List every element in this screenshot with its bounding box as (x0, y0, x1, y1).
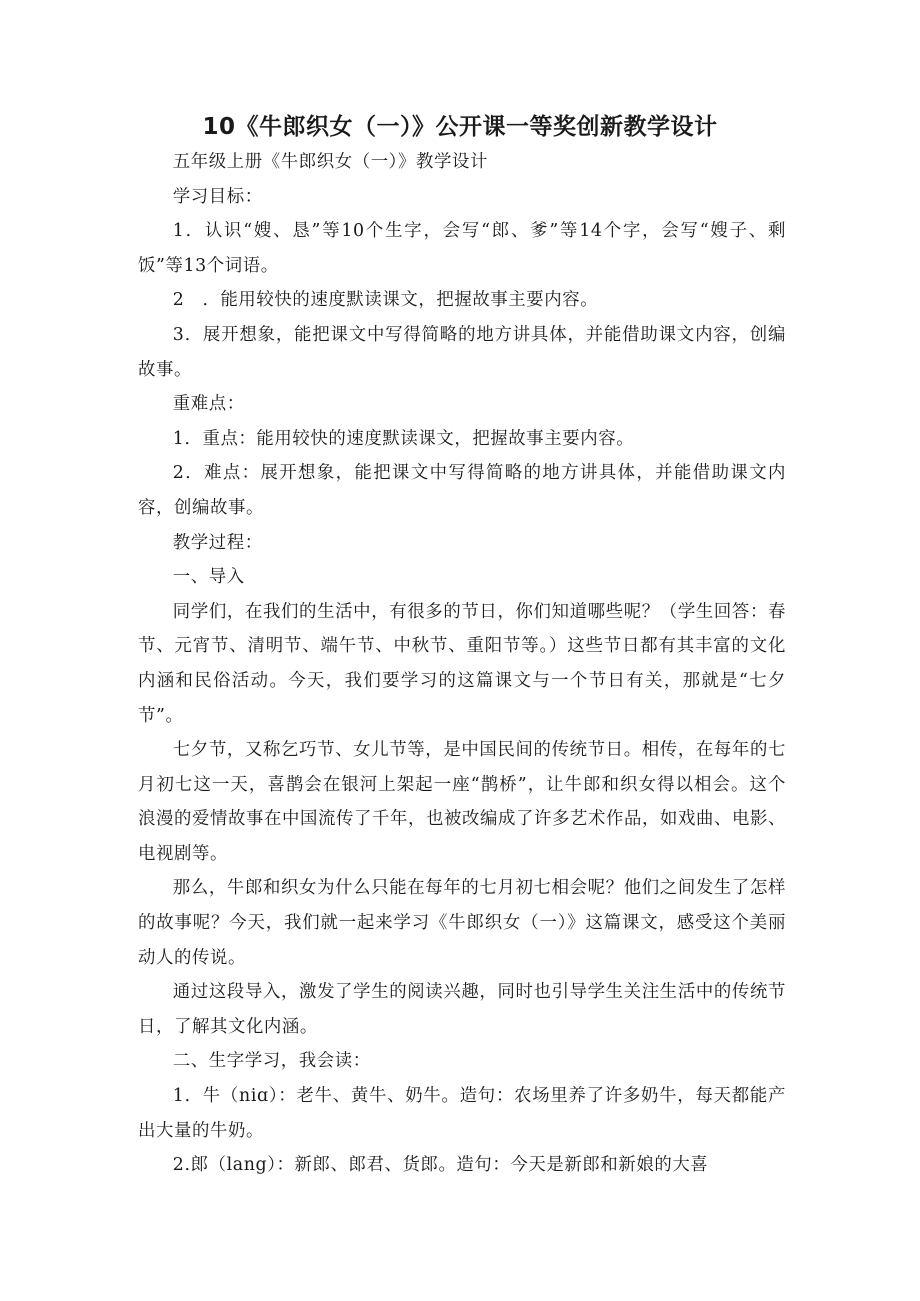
paragraph-intro-3: 那么，牛郎和织女为什么只能在每年的七月初七相会呢？他们之间发生了怎样的故事呢？今天，我们就一起来学习《牛郎织女（一）》这篇课文，感受这个美丽动人的传说。 (138, 878, 786, 968)
paragraph-intro-4: 通过这段导入，激发了学生的阅读兴趣，同时也引导学生关注生活中的传统节日，了解其文化内涵。 (138, 982, 786, 1037)
paragraph-objective-2: 2 ．能用较快的速度默读课文，把握故事主要内容。 (172, 290, 599, 311)
paragraph-objective-3: 3．展开想象，能把课文中写得简略的地方讲具体，并能借助课文内容，创编故事。 (138, 324, 786, 380)
paragraph-objectives-heading: 学习目标： (172, 186, 263, 207)
paragraph-intro-2: 七夕节，又称乞巧节、女儿节等，是中国民间的传统节日。相传，在每年的七月初七这一天，喜鹊会在银河上架起一座“鹊桥”，让牛郎和织女得以相会。这个浪漫的爱情故事在中国流传了千年，也被改编成了许多艺术作品，如戏曲、电影、电视剧等。 (138, 740, 786, 864)
paragraph-keypoint-2: 2．难点：展开想象，能把课文中写得简略的地方讲具体，并能借助课文内容，创编故事。 (138, 463, 786, 518)
paragraph-keypoint-1: 1．重点：能用较快的速度默读课文，把握故事主要内容。 (172, 428, 635, 449)
paragraph-char-1: 1．牛（niɑ）：老牛、黄牛、奶牛。造句：农场里养了许多奶牛，每天都能产出大量的牛奶。 (138, 1086, 786, 1141)
paragraph-keypoints-heading: 重难点： (172, 394, 245, 415)
paragraph-intro-1: 同学们，在我们的生活中，有很多的节日，你们知道哪些呢？（学生回答：春节、元宵节、清明节、端午节、中秋节、重阳节等。）这些节日都有其丰富的文化内涵和民俗活动。今天，我们要学习的这篇课文与一个节日有关，那就是“七夕节”。 (138, 601, 786, 726)
paragraph-section-2-heading: 二、生字学习，我会读： (172, 1051, 371, 1072)
document-body (138, 145, 786, 1183)
paragraph-section-1-heading: 一、导入 (172, 567, 245, 588)
paragraph-char-2: 2.郎（lang）：新郎、郎君、货郎。造句：今天是新郎和新娘的大喜 (172, 1155, 709, 1176)
paragraph-objective-1: 1．认识“嫂、恳”等10个生字，会写“郎、爹”等14个字，会写“嫂子、剩饭”等13个词语。 (138, 221, 786, 276)
paragraph-subtitle: 五年级上册《牛郎织女（一）》教学设计 (172, 152, 488, 172)
document-title: 10《牛郎织女（一）》公开课一等奖创新教学设计 (202, 114, 718, 140)
paragraph-process-heading: 教学过程： (172, 532, 263, 553)
